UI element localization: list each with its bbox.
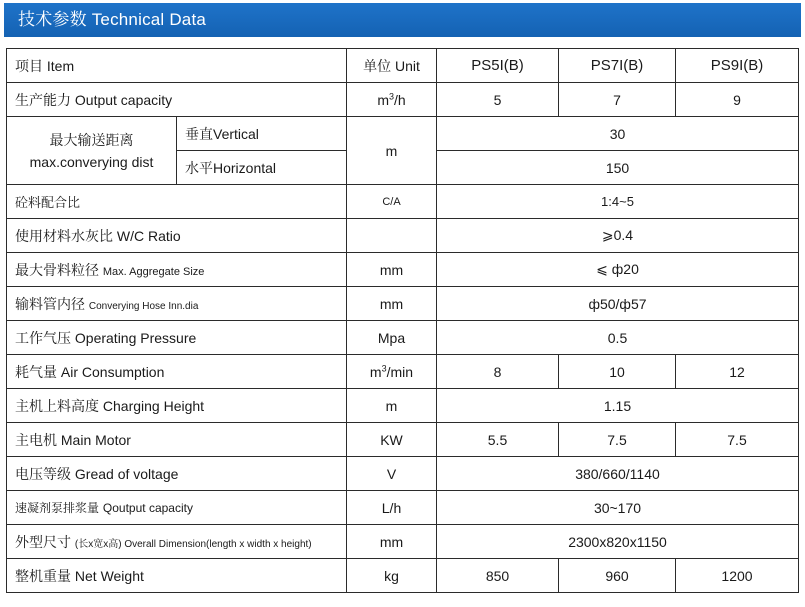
- row-unit: m: [347, 389, 437, 423]
- vertical-value: 30: [437, 117, 799, 151]
- row-label: 主电机 Main Motor: [7, 423, 347, 457]
- row-unit: L/h: [347, 491, 437, 525]
- row-value: 30~170: [437, 491, 799, 525]
- label-en: Max. Aggregate Size: [102, 265, 205, 278]
- vertical-label: 垂直Vertical: [177, 117, 347, 151]
- row-label: 耗气量 Air Consumption: [7, 355, 347, 389]
- row-value: ф50/ф57: [437, 287, 799, 321]
- row-label: 使用材料水灰比 W/C Ratio: [7, 219, 347, 253]
- horizontal-label: 水平Horizontal: [177, 151, 347, 185]
- distance-label-en: max.converying dist: [29, 153, 154, 170]
- label-cn: 输料管内径: [15, 295, 85, 312]
- row-unit: [347, 355, 437, 389]
- table-row-air: [7, 355, 799, 389]
- section-title: 技术参数 Technical Data: [18, 10, 207, 29]
- table-row-charging: [7, 389, 799, 423]
- row-unit: KW: [347, 423, 437, 457]
- unit-tail: /h: [394, 91, 406, 108]
- row-value-3: 12: [676, 355, 799, 389]
- distance-unit: m: [347, 117, 437, 185]
- row-value-3: 7.5: [676, 423, 799, 457]
- unit-tail: /min: [386, 363, 414, 380]
- label-cn: 外型尺寸: [15, 533, 71, 550]
- row-value: ⩾0.4: [437, 219, 799, 253]
- row-unit-empty: [347, 219, 437, 253]
- label-cn: 速凝剂泵排浆量: [15, 501, 100, 515]
- header-model-2: PS7I(B): [559, 49, 676, 83]
- row-label: [7, 287, 347, 321]
- row-value-3: 1200: [676, 559, 799, 593]
- row-unit: kg: [347, 559, 437, 593]
- row-label: 电压等级 Gread of voltage: [7, 457, 347, 491]
- label-en: Qoutput capacity: [102, 501, 193, 515]
- distance-label: [7, 117, 177, 185]
- unit-superscript: 3: [381, 362, 387, 373]
- table-row-dimension: [7, 525, 799, 559]
- row-label: [7, 491, 347, 525]
- section-header: [4, 3, 801, 37]
- table-row-pressure: [7, 321, 799, 355]
- row-unit: C/A: [347, 185, 437, 219]
- row-unit: Mpa: [347, 321, 437, 355]
- row-value-1: 850: [437, 559, 559, 593]
- table-row-output: [7, 83, 799, 117]
- table-row-hose: [7, 287, 799, 321]
- row-label: 砼料配合比: [7, 185, 347, 219]
- row-value-1: 5.5: [437, 423, 559, 457]
- unit-superscript: 3: [388, 90, 394, 101]
- horizontal-value: 150: [437, 151, 799, 185]
- table-row-weight: [7, 559, 799, 593]
- row-label: [7, 253, 347, 287]
- row-unit: mm: [347, 287, 437, 321]
- row-label: 整机重量 Net Weight: [7, 559, 347, 593]
- row-value-2: 7.5: [559, 423, 676, 457]
- row-value: 0.5: [437, 321, 799, 355]
- table-row-aggregate: [7, 253, 799, 287]
- row-unit: [347, 83, 437, 117]
- row-value-2: 960: [559, 559, 676, 593]
- row-value: 2300x820x1150: [437, 525, 799, 559]
- technical-data-table: [6, 48, 799, 593]
- row-value: 380/660/1140: [437, 457, 799, 491]
- row-unit: mm: [347, 253, 437, 287]
- row-unit: V: [347, 457, 437, 491]
- table-row-distance-vertical: [7, 117, 799, 151]
- label-cn: 最大骨料粒径: [15, 261, 99, 278]
- row-value-2: 10: [559, 355, 676, 389]
- header-model-1: PS5I(B): [437, 49, 559, 83]
- row-value-2: 7: [559, 83, 676, 117]
- unit-base: m: [369, 363, 382, 380]
- header-model-3: PS9I(B): [676, 49, 799, 83]
- row-value: 1.15: [437, 389, 799, 423]
- row-value-3: 9: [676, 83, 799, 117]
- label-en: Converying Hose Inn.dia: [88, 300, 199, 312]
- row-unit: mm: [347, 525, 437, 559]
- unit-base: m: [377, 91, 389, 108]
- row-value: ⩽ ф20: [437, 253, 799, 287]
- table-row-voltage: [7, 457, 799, 491]
- row-label: 主机上料高度 Charging Height: [7, 389, 347, 423]
- row-label: [7, 525, 347, 559]
- table-row-ratio: [7, 185, 799, 219]
- row-value-1: 8: [437, 355, 559, 389]
- table-row-motor: [7, 423, 799, 457]
- table-row-pump: [7, 491, 799, 525]
- header-unit: 单位 Unit: [347, 49, 437, 83]
- table-header-row: [7, 49, 799, 83]
- table-row-wc-ratio: [7, 219, 799, 253]
- row-value-1: 5: [437, 83, 559, 117]
- header-item: 项目 Item: [7, 49, 347, 83]
- label-small: (长x宽x高) Overall Dimension(length x width x height): [74, 538, 312, 550]
- row-label: 工作气压 Operating Pressure: [7, 321, 347, 355]
- row-value: 1:4~5: [437, 185, 799, 219]
- row-label: 生产能力 Output capacity: [7, 83, 347, 117]
- distance-label-cn: 最大输送距离: [49, 131, 134, 148]
